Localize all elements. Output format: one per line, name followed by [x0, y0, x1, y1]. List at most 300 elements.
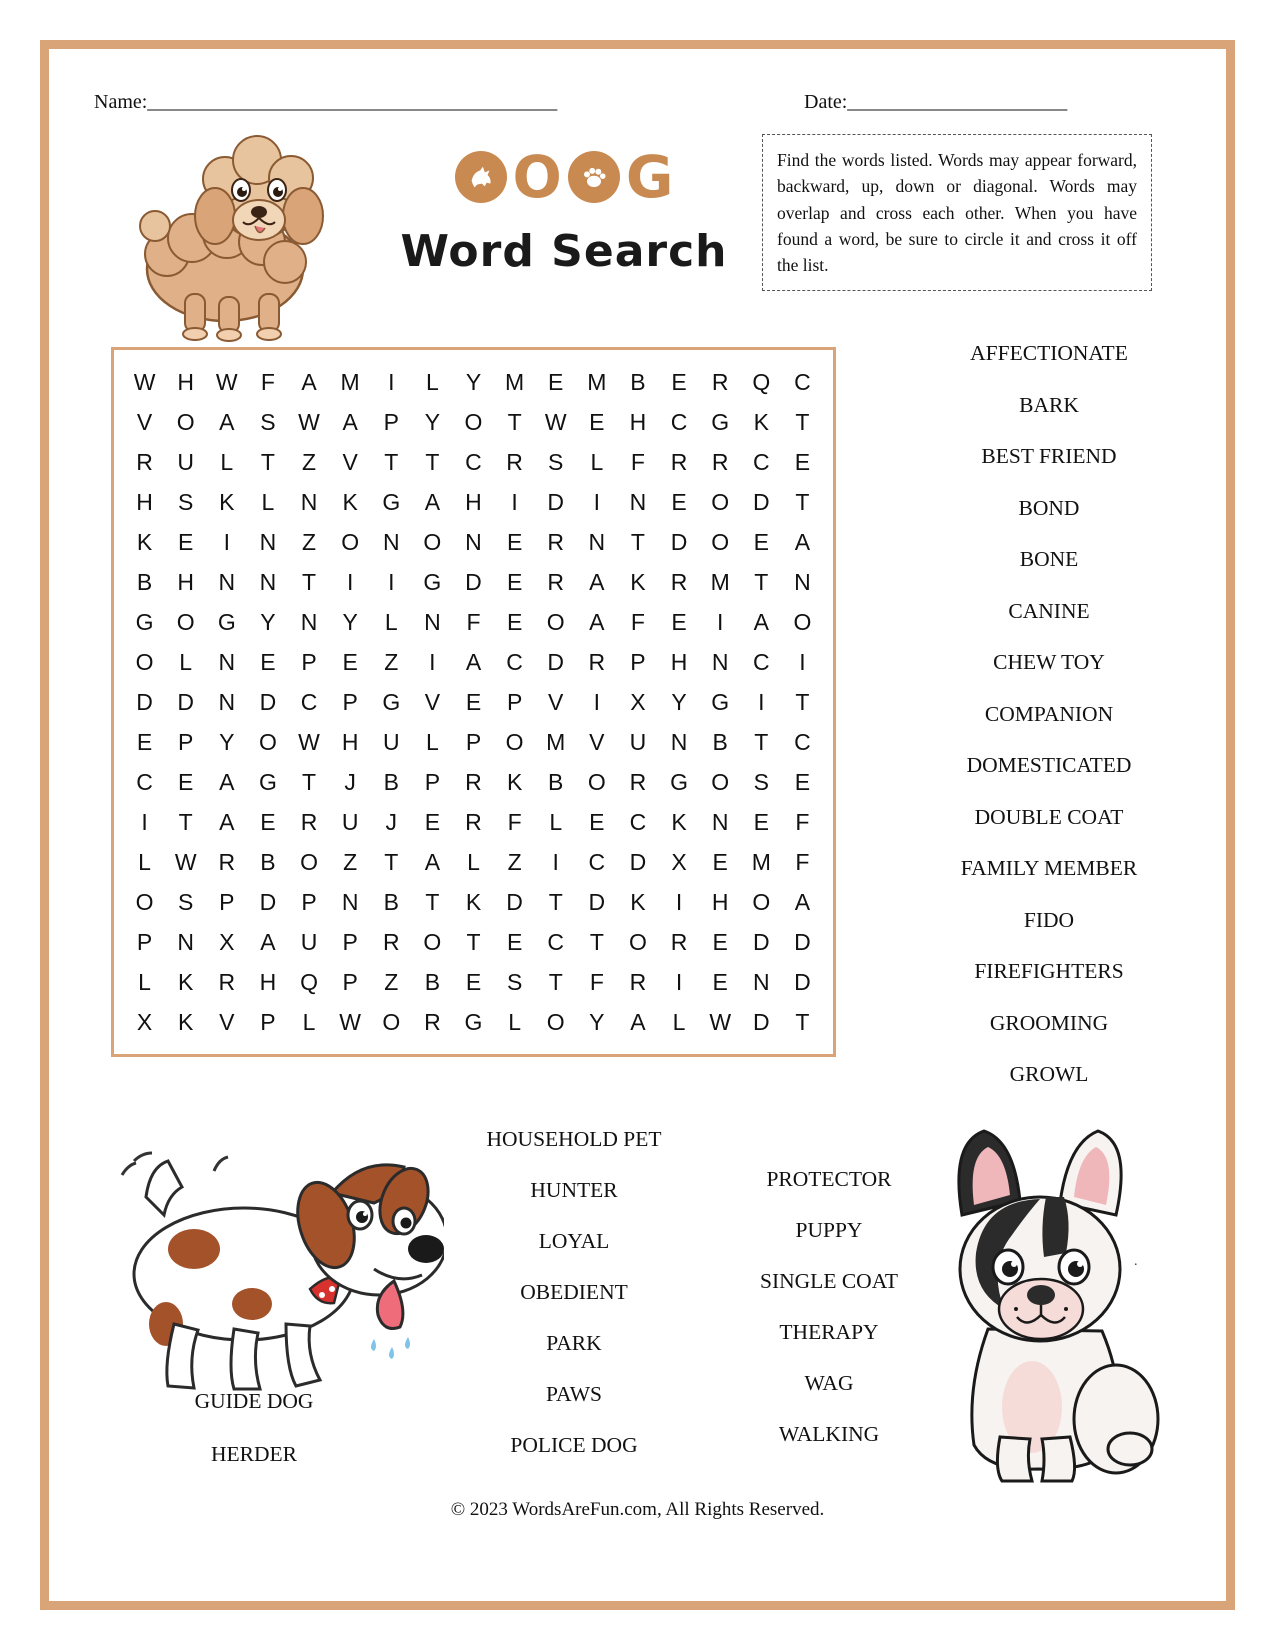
grid-cell[interactable]: P	[506, 688, 523, 715]
word-list-item[interactable]: PAWS	[545, 1382, 603, 1406]
grid-cell[interactable]: M	[505, 368, 525, 395]
grid-cell[interactable]: T	[301, 568, 317, 595]
grid-cell[interactable]: N	[382, 528, 400, 555]
word-list-item[interactable]: HUNTER	[530, 1178, 618, 1202]
grid-cell[interactable]: K	[219, 488, 235, 515]
grid-cell[interactable]: D	[753, 928, 770, 955]
grid-cell[interactable]: R	[670, 928, 688, 955]
grid-cell[interactable]: E	[506, 568, 523, 595]
word-list-item[interactable]: BOND	[1018, 495, 1080, 520]
grid-cell[interactable]: E	[506, 528, 523, 555]
grid-cell[interactable]: H	[711, 888, 729, 915]
grid-cell[interactable]: E	[260, 808, 276, 835]
grid-cell[interactable]: H	[670, 648, 688, 675]
word-list-item[interactable]: PARK	[546, 1331, 602, 1355]
grid-cell[interactable]: N	[177, 928, 194, 955]
grid-cell[interactable]: C	[629, 808, 647, 835]
grid-cell[interactable]: A	[219, 408, 235, 435]
grid-cell[interactable]: G	[258, 768, 277, 795]
word-list-item[interactable]: POLICE DOG	[510, 1433, 638, 1457]
grid-cell[interactable]: U	[382, 728, 400, 755]
grid-cell[interactable]: R	[465, 768, 482, 795]
grid-cell[interactable]: F	[507, 808, 522, 835]
grid-cell[interactable]: C	[753, 648, 770, 675]
grid-cell[interactable]: C	[547, 928, 565, 955]
grid-cell[interactable]: B	[383, 768, 399, 795]
grid-cell[interactable]: P	[260, 1008, 276, 1035]
grid-cell[interactable]: W	[174, 848, 197, 875]
grid-cell[interactable]: Y	[342, 608, 358, 635]
grid-cell[interactable]: C	[465, 448, 482, 475]
grid-cell[interactable]: I	[675, 888, 683, 915]
word-list-item[interactable]: COMPANION	[984, 701, 1114, 726]
grid-cell[interactable]: A	[794, 888, 811, 915]
grid-cell[interactable]: V	[219, 1008, 235, 1035]
grid-cell[interactable]: E	[506, 928, 523, 955]
grid-cell[interactable]: B	[712, 728, 728, 755]
grid-cell[interactable]: H	[341, 728, 359, 755]
grid-cell[interactable]: W	[544, 408, 567, 435]
grid-cell[interactable]: E	[506, 608, 523, 635]
grid-cell[interactable]: Z	[301, 448, 317, 475]
grid-cell[interactable]: E	[136, 728, 153, 755]
grid-cell[interactable]: E	[712, 968, 728, 995]
grid-cell[interactable]: T	[754, 728, 769, 755]
grid-cell[interactable]: F	[795, 808, 810, 835]
grid-cell[interactable]: G	[135, 608, 154, 635]
grid-cell[interactable]: S	[178, 488, 194, 515]
grid-cell[interactable]: N	[670, 728, 688, 755]
grid-cell[interactable]: Y	[671, 688, 687, 715]
grid-cell[interactable]: B	[424, 968, 441, 995]
grid-cell[interactable]: D	[794, 928, 811, 955]
grid-cell[interactable]: E	[671, 608, 687, 635]
grid-cell[interactable]: K	[753, 408, 769, 435]
date-field-label[interactable]: Date:______________________	[804, 91, 1068, 113]
grid-cell[interactable]: O	[176, 408, 195, 435]
grid-cell[interactable]: O	[300, 848, 318, 875]
grid-cell[interactable]: H	[629, 408, 647, 435]
grid-cell[interactable]: L	[302, 1008, 316, 1035]
grid-cell[interactable]: O	[341, 528, 360, 555]
word-list-item[interactable]: FIDO	[1023, 907, 1075, 932]
word-search-grid[interactable]	[111, 347, 836, 1057]
grid-cell[interactable]: U	[341, 808, 359, 835]
grid-cell[interactable]: P	[301, 888, 317, 915]
grid-cell[interactable]: R	[629, 968, 647, 995]
grid-cell[interactable]: O	[176, 608, 195, 635]
grid-cell[interactable]: D	[753, 488, 770, 515]
grid-cell[interactable]: S	[548, 448, 564, 475]
grid-cell[interactable]: Y	[219, 728, 235, 755]
grid-cell[interactable]: I	[799, 648, 806, 675]
grid-cell[interactable]: O	[135, 888, 154, 915]
grid-cell[interactable]: N	[300, 488, 318, 515]
grid-cell[interactable]: F	[795, 848, 810, 875]
grid-cell[interactable]: T	[260, 448, 275, 475]
grid-cell[interactable]: T	[548, 888, 563, 915]
grid-cell[interactable]: T	[425, 888, 440, 915]
grid-cell[interactable]: N	[711, 648, 729, 675]
grid-cell[interactable]: N	[794, 568, 811, 595]
word-list-item[interactable]: FIREFIGHTERS	[974, 959, 1124, 983]
grid-cell[interactable]: Z	[507, 848, 522, 875]
grid-cell[interactable]: D	[588, 888, 606, 915]
word-list-item[interactable]: BONE	[1019, 547, 1079, 571]
grid-cell[interactable]: I	[429, 648, 436, 675]
grid-cell[interactable]: E	[589, 808, 605, 835]
grid-cell[interactable]: L	[179, 648, 193, 675]
grid-cell[interactable]: T	[384, 848, 399, 875]
word-list-item[interactable]: GROOMING	[989, 1010, 1109, 1035]
grid-cell[interactable]: A	[753, 608, 769, 635]
grid-cell[interactable]: C	[794, 368, 811, 395]
grid-cell[interactable]: G	[423, 568, 442, 595]
grid-cell[interactable]: P	[383, 408, 399, 435]
word-list-item[interactable]: BARK	[1019, 392, 1079, 417]
grid-cell[interactable]: B	[383, 888, 399, 915]
word-list-item[interactable]: AFFECTIONATE	[970, 341, 1128, 365]
grid-cell[interactable]: R	[218, 968, 236, 995]
grid-cell[interactable]: S	[178, 888, 194, 915]
grid-cell[interactable]: Y	[589, 1008, 605, 1035]
name-field-label[interactable]: Name:_________________________________________	[94, 91, 558, 113]
grid-cell[interactable]: E	[794, 448, 811, 475]
grid-cell[interactable]: Y	[260, 608, 276, 635]
grid-cell[interactable]: K	[506, 768, 523, 795]
grid-cell[interactable]: X	[136, 1008, 153, 1035]
grid-cell[interactable]: E	[671, 368, 687, 395]
grid-cell[interactable]: P	[219, 888, 235, 915]
word-list-item[interactable]: LOYAL	[538, 1229, 610, 1253]
grid-cell[interactable]: W	[133, 368, 156, 395]
grid-cell[interactable]: O	[258, 728, 277, 755]
grid-cell[interactable]: D	[547, 488, 565, 515]
grid-cell[interactable]: N	[218, 568, 236, 595]
grid-cell[interactable]: D	[136, 688, 153, 715]
grid-cell[interactable]: K	[671, 808, 687, 835]
grid-cell[interactable]: E	[342, 648, 358, 675]
grid-cell[interactable]: I	[141, 808, 148, 835]
grid-cell[interactable]: K	[136, 528, 153, 555]
grid-cell[interactable]: T	[466, 928, 481, 955]
grid-cell[interactable]: F	[630, 448, 645, 475]
word-list-item[interactable]: DOUBLE COAT	[974, 804, 1124, 829]
grid-cell[interactable]: O	[423, 928, 442, 955]
grid-cell[interactable]: I	[675, 968, 683, 995]
grid-cell[interactable]: A	[630, 1008, 646, 1035]
word-list-item[interactable]: CANINE	[1008, 598, 1090, 623]
grid-cell[interactable]: I	[511, 488, 518, 515]
grid-cell[interactable]: H	[177, 568, 194, 595]
grid-cell[interactable]: R	[424, 1008, 441, 1035]
grid-cell[interactable]: R	[711, 448, 729, 475]
grid-cell[interactable]: M	[546, 728, 566, 755]
grid-cell[interactable]: G	[711, 408, 730, 435]
grid-cell[interactable]: T	[795, 1008, 810, 1035]
grid-cell[interactable]: T	[301, 768, 317, 795]
grid-cell[interactable]: F	[260, 368, 275, 395]
grid-cell[interactable]: L	[508, 1008, 521, 1035]
grid-cell[interactable]: E	[671, 488, 687, 515]
grid-cell[interactable]: G	[382, 688, 401, 715]
grid-cell[interactable]: L	[672, 1008, 686, 1035]
grid-cell[interactable]: G	[217, 608, 236, 635]
grid-cell[interactable]: O	[546, 608, 565, 635]
grid-cell[interactable]: R	[218, 848, 236, 875]
grid-cell[interactable]: P	[136, 928, 153, 955]
grid-cell[interactable]: O	[711, 768, 730, 795]
grid-cell[interactable]: R	[300, 808, 318, 835]
grid-cell[interactable]: P	[630, 648, 646, 675]
grid-cell[interactable]: M	[751, 848, 771, 875]
word-list-item[interactable]: SINGLE COAT	[760, 1269, 898, 1293]
grid-cell[interactable]: F	[589, 968, 604, 995]
grid-cell[interactable]: F	[630, 608, 645, 635]
grid-cell[interactable]: T	[507, 408, 522, 435]
grid-cell[interactable]: W	[709, 1008, 732, 1035]
grid-cell[interactable]: M	[587, 368, 607, 395]
grid-cell[interactable]: E	[260, 648, 276, 675]
grid-cell[interactable]: H	[136, 488, 153, 515]
grid-cell[interactable]: I	[552, 848, 559, 875]
grid-cell[interactable]: Z	[384, 968, 399, 995]
grid-cell[interactable]: A	[219, 768, 235, 795]
grid-cell[interactable]: A	[589, 608, 605, 635]
grid-cell[interactable]: R	[670, 448, 688, 475]
word-list-item[interactable]: OBEDIENT	[520, 1280, 628, 1304]
grid-cell[interactable]: G	[464, 1008, 483, 1035]
grid-cell[interactable]: P	[342, 928, 358, 955]
grid-cell[interactable]: K	[630, 888, 646, 915]
grid-cell[interactable]: W	[298, 408, 320, 435]
grid-cell[interactable]: Q	[752, 368, 771, 395]
grid-cell[interactable]: W	[339, 1008, 361, 1035]
grid-cell[interactable]: V	[548, 688, 564, 715]
grid-cell[interactable]: B	[260, 848, 276, 875]
grid-cell[interactable]: K	[465, 888, 482, 915]
grid-cell[interactable]: N	[588, 528, 606, 555]
grid-cell[interactable]: O	[711, 528, 730, 555]
grid-cell[interactable]: E	[794, 768, 811, 795]
grid-cell[interactable]: D	[506, 888, 523, 915]
word-list-item[interactable]: WALKING	[778, 1422, 880, 1446]
grid-cell[interactable]: C	[753, 448, 770, 475]
grid-cell[interactable]: L	[425, 728, 439, 755]
grid-cell[interactable]: U	[177, 448, 194, 475]
grid-cell[interactable]: M	[340, 368, 360, 395]
grid-cell[interactable]: O	[793, 608, 812, 635]
grid-cell[interactable]: P	[424, 768, 441, 795]
grid-cell[interactable]: N	[629, 488, 647, 515]
grid-cell[interactable]: R	[629, 768, 647, 795]
grid-cell[interactable]: T	[795, 408, 810, 435]
grid-cell[interactable]: R	[547, 568, 565, 595]
word-list-item[interactable]: CHEW TOY	[993, 650, 1105, 674]
grid-cell[interactable]: F	[466, 608, 481, 635]
grid-cell[interactable]: E	[712, 928, 728, 955]
grid-cell[interactable]: E	[712, 848, 728, 875]
grid-cell[interactable]: E	[424, 808, 441, 835]
grid-cell[interactable]: T	[425, 448, 440, 475]
grid-cell[interactable]: T	[754, 568, 769, 595]
grid-cell[interactable]: G	[711, 688, 730, 715]
word-list-item[interactable]: WAG	[804, 1371, 854, 1395]
grid-cell[interactable]: I	[717, 608, 724, 635]
grid-cell[interactable]: Q	[300, 968, 318, 995]
grid-cell[interactable]: K	[178, 1008, 194, 1035]
grid-cell[interactable]: C	[300, 688, 318, 715]
grid-cell[interactable]: N	[465, 528, 482, 555]
grid-cell[interactable]: D	[753, 1008, 770, 1035]
grid-cell[interactable]: E	[465, 968, 482, 995]
grid-cell[interactable]: P	[342, 688, 358, 715]
grid-cell[interactable]: A	[465, 648, 482, 675]
grid-cell[interactable]: N	[341, 888, 359, 915]
grid-cell[interactable]: E	[753, 808, 769, 835]
grid-cell[interactable]: A	[424, 488, 441, 515]
grid-cell[interactable]: S	[506, 968, 523, 995]
grid-cell[interactable]: U	[629, 728, 647, 755]
grid-cell[interactable]: I	[223, 528, 230, 555]
grid-cell[interactable]: L	[425, 368, 439, 395]
grid-cell[interactable]: P	[465, 728, 482, 755]
grid-cell[interactable]: E	[465, 688, 482, 715]
grid-cell[interactable]: I	[758, 688, 765, 715]
grid-cell[interactable]: T	[795, 488, 810, 515]
grid-cell[interactable]: A	[589, 568, 605, 595]
grid-cell[interactable]: I	[388, 568, 395, 595]
grid-cell[interactable]: E	[178, 528, 194, 555]
grid-cell[interactable]: Y	[465, 368, 482, 395]
grid-cell[interactable]: E	[753, 528, 769, 555]
grid-cell[interactable]: R	[588, 648, 606, 675]
word-list-item[interactable]: GROWL	[1009, 1062, 1089, 1086]
grid-cell[interactable]: W	[298, 728, 320, 755]
grid-cell[interactable]: N	[300, 608, 318, 635]
grid-cell[interactable]: V	[136, 408, 153, 435]
grid-cell[interactable]: H	[259, 968, 277, 995]
grid-cell[interactable]: N	[753, 968, 770, 995]
grid-cell[interactable]: S	[753, 768, 769, 795]
grid-cell[interactable]: E	[178, 768, 194, 795]
grid-cell[interactable]: T	[589, 928, 604, 955]
grid-cell[interactable]: N	[218, 648, 236, 675]
grid-cell[interactable]: D	[670, 528, 688, 555]
grid-cell[interactable]: D	[629, 848, 647, 875]
grid-cell[interactable]: N	[424, 608, 441, 635]
grid-cell[interactable]: T	[178, 808, 193, 835]
grid-cell[interactable]: R	[547, 528, 565, 555]
grid-cell[interactable]: R	[136, 448, 153, 475]
grid-cell[interactable]: K	[342, 488, 358, 515]
grid-cell[interactable]: D	[465, 568, 482, 595]
grid-cell[interactable]: O	[587, 768, 606, 795]
grid-cell[interactable]: O	[629, 928, 647, 955]
grid-cell[interactable]: K	[178, 968, 194, 995]
grid-cell[interactable]: C	[670, 408, 688, 435]
grid-cell[interactable]: L	[549, 808, 563, 835]
grid-cell[interactable]: N	[711, 808, 729, 835]
grid-cell[interactable]: Y	[424, 408, 441, 435]
grid-cell[interactable]: L	[590, 448, 604, 475]
grid-cell[interactable]: O	[382, 1008, 401, 1035]
grid-cell[interactable]: O	[546, 1008, 565, 1035]
grid-cell[interactable]: I	[346, 568, 354, 595]
grid-cell[interactable]: U	[300, 928, 318, 955]
grid-cell[interactable]: N	[259, 568, 277, 595]
word-list-item[interactable]: HOUSEHOLD PET	[486, 1127, 662, 1151]
grid-cell[interactable]: X	[671, 848, 687, 875]
grid-cell[interactable]: V	[589, 728, 605, 755]
grid-cell[interactable]: W	[215, 368, 238, 395]
grid-cell[interactable]: R	[465, 808, 482, 835]
grid-cell[interactable]: B	[136, 568, 153, 595]
grid-cell[interactable]: I	[593, 688, 601, 715]
grid-cell[interactable]: O	[135, 648, 154, 675]
grid-cell[interactable]: T	[630, 528, 645, 555]
grid-cell[interactable]: D	[259, 688, 277, 715]
grid-cell[interactable]: Z	[384, 648, 399, 675]
word-list-item[interactable]: THERAPY	[779, 1320, 879, 1344]
grid-cell[interactable]: T	[384, 448, 399, 475]
grid-cell[interactable]: D	[794, 968, 811, 995]
grid-cell[interactable]: L	[467, 848, 480, 875]
grid-cell[interactable]: A	[424, 848, 441, 875]
grid-cell[interactable]: M	[710, 568, 730, 595]
grid-cell[interactable]: B	[548, 768, 564, 795]
grid-cell[interactable]: G	[670, 768, 689, 795]
grid-cell[interactable]: P	[178, 728, 194, 755]
grid-cell[interactable]: O	[423, 528, 442, 555]
grid-cell[interactable]: A	[219, 808, 235, 835]
word-list-item[interactable]: FAMILY MEMBER	[960, 856, 1138, 880]
grid-cell[interactable]: S	[260, 408, 276, 435]
grid-cell[interactable]: L	[261, 488, 275, 515]
grid-cell[interactable]: N	[218, 688, 236, 715]
word-list-item[interactable]: BEST FRIEND	[981, 444, 1117, 468]
grid-cell[interactable]: T	[548, 968, 563, 995]
grid-cell[interactable]: N	[259, 528, 277, 555]
grid-cell[interactable]: I	[593, 488, 601, 515]
grid-cell[interactable]: O	[711, 488, 730, 515]
grid-cell[interactable]: L	[384, 608, 398, 635]
grid-cell[interactable]: A	[301, 368, 317, 395]
grid-cell[interactable]: X	[630, 688, 646, 715]
grid-cell[interactable]: R	[670, 568, 688, 595]
grid-cell[interactable]: C	[506, 648, 523, 675]
grid-cell[interactable]: L	[220, 448, 234, 475]
word-list-item[interactable]: GUIDE DOG	[194, 1389, 314, 1413]
grid-cell[interactable]: J	[385, 808, 397, 835]
grid-cell[interactable]: R	[711, 368, 729, 395]
grid-cell[interactable]: X	[219, 928, 235, 955]
grid-cell[interactable]: T	[795, 688, 810, 715]
grid-cell[interactable]: P	[342, 968, 358, 995]
grid-cell[interactable]: E	[589, 408, 605, 435]
word-list-item[interactable]: PROTECTOR	[766, 1167, 892, 1191]
grid-cell[interactable]: V	[342, 448, 358, 475]
grid-cell[interactable]: A	[794, 528, 811, 555]
grid-cell[interactable]: I	[388, 368, 395, 395]
grid-cell[interactable]: K	[630, 568, 646, 595]
word-list-item[interactable]: DOMESTICATED	[966, 753, 1132, 777]
grid-cell[interactable]: E	[548, 368, 564, 395]
grid-cell[interactable]: L	[138, 848, 151, 875]
grid-cell[interactable]: A	[260, 928, 276, 955]
grid-cell[interactable]: R	[506, 448, 523, 475]
grid-cell[interactable]: V	[424, 688, 441, 715]
